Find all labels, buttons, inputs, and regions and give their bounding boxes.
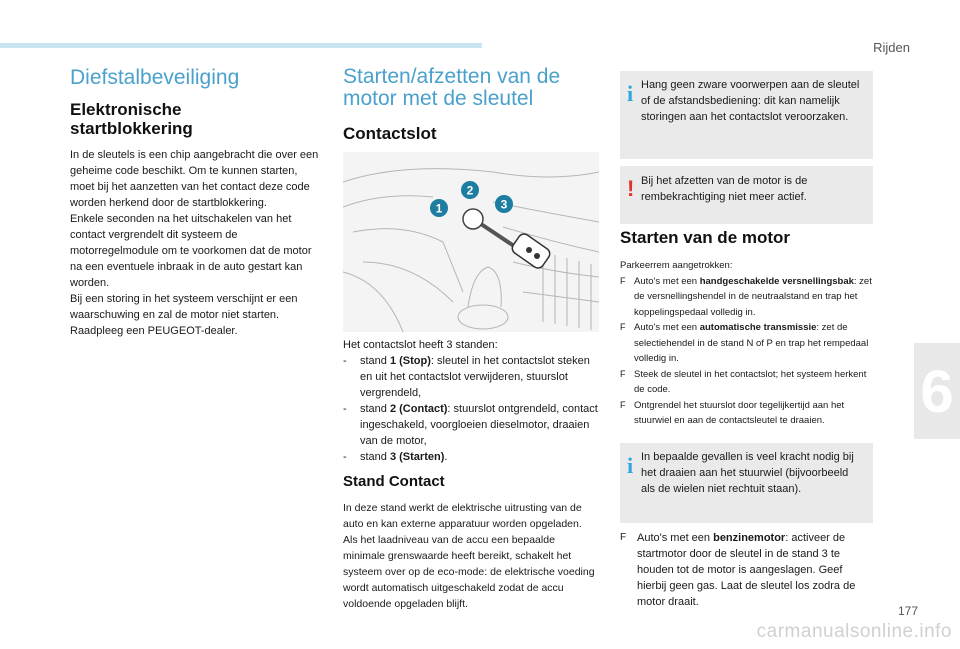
- middle-column: [343, 66, 599, 144]
- callout-3-label: 3: [500, 197, 508, 212]
- left-column: [70, 66, 320, 339]
- info-text: In bepaalde gevallen is veel kracht nodig bij het draaien aan het stuurwiel (bijvoorbeeld als de wielen niet rechtuit staan).: [641, 451, 854, 495]
- left-paragraph: In de sleutels is een chip aangebracht die over een geheime code beschikt. Om te kunnen starten, moet bij het aanzetten van het contact deze code worden herkend door de startblokkering.: [70, 149, 319, 209]
- section-title: Rijden: [873, 40, 910, 55]
- info-icon: i: [627, 453, 634, 478]
- callout-2-label: 2: [466, 183, 474, 198]
- info-box-key-weight: [620, 71, 873, 159]
- callout-2: [461, 181, 479, 199]
- warning-box-brake: [620, 166, 873, 224]
- starting-section: [620, 228, 873, 429]
- left-body: [70, 147, 320, 339]
- positions-intro: Het contactslot heeft 3 standen:: [343, 339, 498, 351]
- left-title: Diefstalbeveiliging: [70, 66, 240, 89]
- middle-subtitle: Contactslot: [343, 124, 437, 143]
- page-number: 177: [897, 604, 918, 618]
- ignition-illustration: [343, 152, 599, 332]
- left-paragraph: Bij een storing in het systeem verschijnt er een waarschuwing en zal de motor niet starten. Raadpleeg een PEUGEOT-dealer.: [70, 293, 298, 337]
- starting-steps: [620, 274, 873, 429]
- info-box-steering: [620, 443, 873, 523]
- starting-step: F Auto's met een automatische transmissie: zet de selectiehendel in de stand N of P en trap het rempedaal volledig in.: [620, 320, 873, 367]
- position-item: - stand 1 (Stop): sleutel in het contactslot steken en uit het contactslot verwijderen, stuurslot vergrendeld,: [343, 353, 599, 401]
- left-paragraph: Enkele seconden na het uitschakelen van het contact vergrendelt dit systeem de motorregelmodule om te voorkomen dat de motor na een eventuele inbraak in de auto gestart kan worden.: [70, 213, 312, 289]
- warning-text: Bij het afzetten van de motor is de rembekrachtiging niet meer actief.: [641, 175, 808, 203]
- callout-1: [430, 199, 448, 217]
- stand-contact-paragraph: In deze stand werkt de elektrische uitrusting van de auto en kan externe apparatuur worden opgeladen.: [343, 502, 582, 530]
- warning-icon: !: [627, 176, 635, 201]
- stand-contact-title: Stand Contact: [343, 473, 445, 490]
- watermark: carmanualsonline.info: [756, 621, 952, 642]
- starting-step: F Ontgrendel het stuurslot door tegelijkertijd aan het stuurwiel en aan de contactsleutel te draaien.: [620, 398, 873, 429]
- petrol-step: [620, 530, 873, 610]
- info-text: Hang geen zware voorwerpen aan de sleutel of de afstandsbediening: dit kan namelijk storingen aan het contactslot veroorzaken.: [641, 79, 860, 123]
- starting-intro: Parkeerrem aangetrokken:: [620, 260, 733, 271]
- position-item: - stand 2 (Contact): stuurslot ontgrendeld, contact ingeschakeld, voorgloeien dieselmotor, draaien van de motor,: [343, 401, 599, 449]
- starting-step: F Auto's met een handgeschakelde versnellingsbak: zet de versnellingshendel in de neutraalstand en trap het koppelingspedaal volledig in.: [620, 274, 873, 321]
- position-item: - stand 3 (Starten).: [343, 449, 599, 465]
- chapter-tab: 6: [914, 343, 960, 439]
- top-accent-bar: [0, 43, 482, 48]
- starting-title: Starten van de motor: [620, 228, 791, 247]
- info-icon: i: [627, 81, 634, 106]
- middle-lower: [343, 337, 599, 612]
- callout-1-label: 1: [435, 201, 443, 216]
- petrol-step-text: F Auto's met een benzinemotor: activeer de startmotor door de sleutel in de stand 3 te houden tot de motor is aangeslagen. Geef hierbij geen gas. Laat de sleutel los zodra de motor draait.: [620, 530, 873, 610]
- middle-title: Starten/afzetten van de motor met de sleutel: [343, 65, 561, 110]
- callout-3: [495, 195, 513, 213]
- stand-contact-paragraph: Als het laadniveau van de accu een bepaalde minimale grenswaarde heeft bereikt, schakelt het systeem over op de eco-mode: de elektrische voeding wordt automatisch uitgeschakeld zodat de accu voldoende opgeladen blijft.: [343, 534, 595, 610]
- stand-contact-body: [343, 500, 599, 612]
- starting-step: F Steek de sleutel in het contactslot; het systeem herkent de code.: [620, 367, 873, 398]
- left-subtitle: Elektronische startblokkering: [70, 100, 193, 138]
- positions-list: [343, 353, 599, 465]
